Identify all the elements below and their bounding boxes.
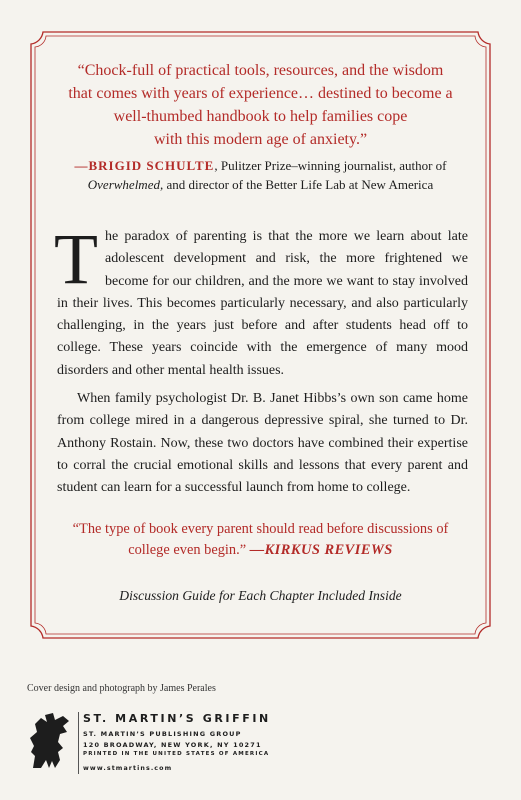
cover-credit: Cover design and photograph by James Perales <box>27 683 216 694</box>
publisher-group: ST. MARTIN’S PUBLISHING GROUP <box>83 730 242 738</box>
imprint-name: ST. MARTIN’S GRIFFIN <box>83 712 271 725</box>
paragraph-1: he paradox of parenting is that the more we learn about late adolescent development and risk, the more frightened we become for our children, and the more we want to stay involved in their lives. This becomes particularly necessary, and also particularly challenging, in the years just before and after students head off to college. These years coincide with the emergence of many mood disorders and other mental health issues. <box>57 229 468 378</box>
praise-quote: “Chock-full of practical tools, resources, and the wisdom that comes with years of experience… destined to become a well-thumbed handbook to help families cope with this modern age of anxiety.” <box>68 62 453 148</box>
publisher-url: www.stmartins.com <box>83 765 173 772</box>
publisher-block <box>83 712 271 772</box>
book-title: Overwhelmed, <box>87 177 164 192</box>
paragraph-2: When family psychologist Dr. B. Janet Hibbs’s own son came home from college mired in a dangerous depressive spiral, she turned to Dr. Anthony Rostain. Now, these two doctors have combined their expertise to corral the crucial emotional skills and lessons that every parent and student can learn for a successful launch from home to college. <box>57 391 468 496</box>
griffin-logo-icon <box>25 712 73 770</box>
discussion-guide-note: Discussion Guide for Each Chapter Included Inside <box>119 588 402 603</box>
review-quote: “The type of book every parent should read before discussions of college even begin.” —KIRKUS REVIEWS <box>72 521 449 558</box>
drop-cap: T <box>54 219 98 299</box>
review-source: —KIRKUS REVIEWS <box>249 542 393 558</box>
description-body <box>54 219 468 500</box>
printed-in: PRINTED IN THE UNITED STATES OF AMERICA <box>83 751 270 757</box>
attribution-name: BRIGID SCHULTE <box>88 158 215 173</box>
publisher-divider <box>78 712 79 774</box>
praise-attribution: —BRIGID SCHULTE, Pulitzer Prize–winning journalist, author of Overwhelmed, and director of the Better Life Lab at New America <box>74 158 447 192</box>
publisher-address: 120 BROADWAY, NEW YORK, NY 10271 <box>83 741 262 749</box>
